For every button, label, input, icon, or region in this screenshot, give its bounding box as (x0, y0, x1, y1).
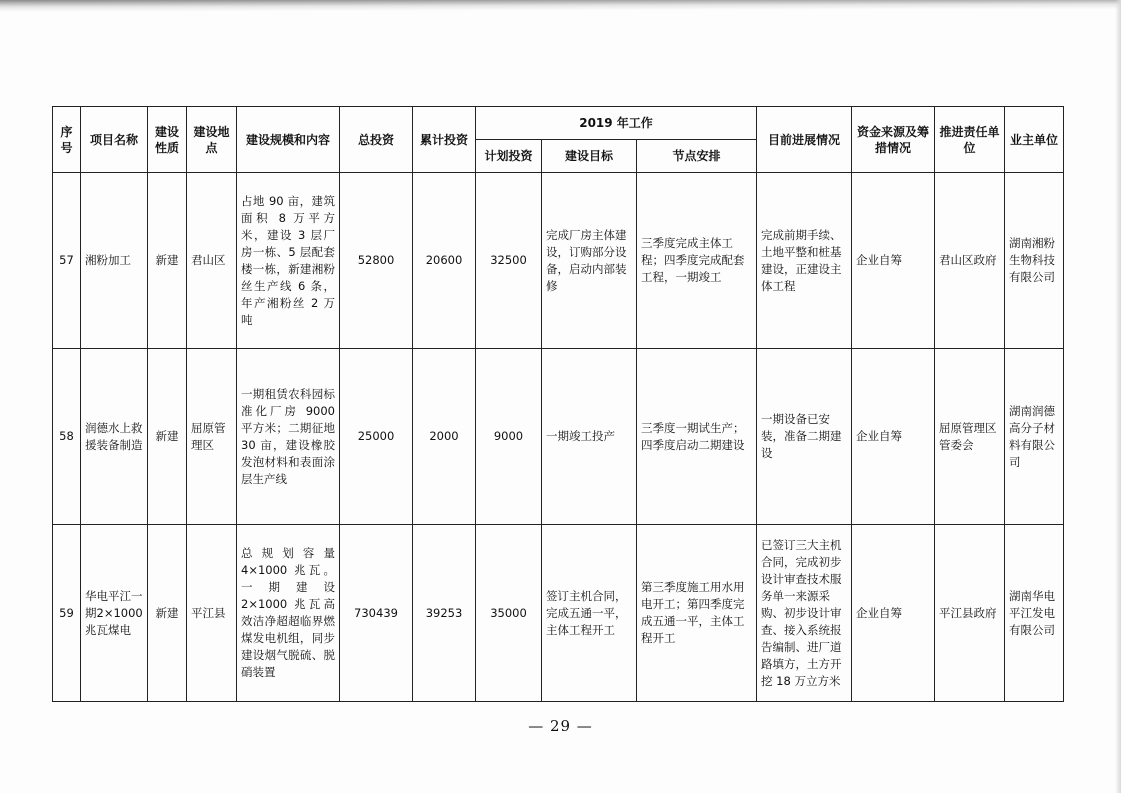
header-name: 项目名称 (81, 107, 148, 173)
header-location: 建设地点 (187, 107, 237, 173)
table-row (53, 173, 1064, 349)
header-seq: 序号 (53, 107, 81, 173)
table-row (53, 349, 1064, 525)
cell-funding: 企业自筹 (852, 349, 935, 525)
cell-progress: 一期设备已安装，准备二期建设 (757, 349, 852, 525)
cell-seq: 57 (53, 173, 81, 349)
cell-responsible: 君山区政府 (935, 173, 1005, 349)
table-row (53, 525, 1064, 702)
cell-goal: 完成厂房主体建设，订购部分设备，启动内部装修 (542, 173, 637, 349)
header-goal: 建设目标 (542, 140, 637, 173)
header-schedule: 节点安排 (637, 140, 757, 173)
cell-location: 屈原管理区 (187, 349, 237, 525)
header-scale: 建设规模和内容 (237, 107, 340, 173)
cell-plan-invest: 35000 (476, 525, 542, 702)
cell-total: 25000 (340, 349, 413, 525)
cell-cumulative: 20600 (413, 173, 476, 349)
cell-total: 730439 (340, 525, 413, 702)
cell-scale: 一期租赁农科园标准化厂房 9000 平方米；二期征地 30 亩，建设橡胶发泡材料和表面涂层生产线 (237, 349, 340, 525)
header-owner: 业主单位 (1005, 107, 1064, 173)
cell-owner: 湖南华电平江发电有限公司 (1005, 525, 1064, 702)
scan-shadow-right (1115, 0, 1121, 793)
cell-location: 君山区 (187, 173, 237, 349)
cell-nature: 新建 (148, 173, 187, 349)
cell-name: 湘粉加工 (81, 173, 148, 349)
cell-funding: 企业自筹 (852, 173, 935, 349)
header-plan-invest: 计划投资 (476, 140, 542, 173)
cell-funding: 企业自筹 (852, 525, 935, 702)
cell-schedule: 第三季度施工用水用电开工；第四季度完成五通一平，主体工程开工 (637, 525, 757, 702)
cell-goal: 一期竣工投产 (542, 349, 637, 525)
cell-progress: 已签订三大主机合同，完成初步设计审查技术服务单一来源采购、初步设计审查、接入系统报告编制、进厂道路填方，土方开挖 18 万立方米 (757, 525, 852, 702)
cell-name: 华电平江一期2×1000兆瓦煤电 (81, 525, 148, 702)
cell-seq: 59 (53, 525, 81, 702)
cell-plan-invest: 9000 (476, 349, 542, 525)
cell-plan-invest: 32500 (476, 173, 542, 349)
cell-cumulative: 2000 (413, 349, 476, 525)
cell-scale: 总规划容量 4×1000 兆瓦。一期建设 2×1000 兆瓦高效洁净超超临界燃煤发电机组，同步建设烟气脱硫、脱硝装置 (237, 525, 340, 702)
cell-nature: 新建 (148, 349, 187, 525)
cell-schedule: 三季度一期试生产；四季度启动二期建设 (637, 349, 757, 525)
cell-total: 52800 (340, 173, 413, 349)
header-progress: 目前进展情况 (757, 107, 852, 173)
header-work-2019: 2019 年工作 (476, 107, 757, 140)
cell-scale: 占地 90 亩，建筑面积 8 万平方米，建设 3 层厂房一栋、5 层配套楼一栋，新建湘粉丝生产线 6 条，年产湘粉丝 2 万吨 (237, 173, 340, 349)
cell-cumulative: 39253 (413, 525, 476, 702)
cell-responsible: 平江县政府 (935, 525, 1005, 702)
cell-nature: 新建 (148, 525, 187, 702)
cell-location: 平江县 (187, 525, 237, 702)
project-table (52, 106, 1064, 702)
cell-schedule: 三季度完成主体工程；四季度完成配套工程，一期竣工 (637, 173, 757, 349)
cell-owner: 湖南润德高分子材料有限公司 (1005, 349, 1064, 525)
cell-goal: 签订主机合同，完成五通一平，主体工程开工 (542, 525, 637, 702)
header-funding: 资金来源及筹措情况 (852, 107, 935, 173)
header-responsible: 推进责任单 位 (935, 107, 1005, 173)
cell-seq: 58 (53, 349, 81, 525)
scan-shadow-top (0, 0, 1121, 12)
page-number: — 29 — (528, 717, 593, 735)
cell-owner: 湖南湘粉生物科技有限公司 (1005, 173, 1064, 349)
header-nature: 建设性质 (148, 107, 187, 173)
cell-responsible: 屈原管理区管委会 (935, 349, 1005, 525)
cell-name: 润德水上救援装备制造 (81, 349, 148, 525)
header-total: 总投资 (340, 107, 413, 173)
header-cumulative: 累计投资 (413, 107, 476, 173)
header-row-1 (53, 107, 1064, 140)
cell-progress: 完成前期手续、土地平整和桩基建设，正建设主体工程 (757, 173, 852, 349)
